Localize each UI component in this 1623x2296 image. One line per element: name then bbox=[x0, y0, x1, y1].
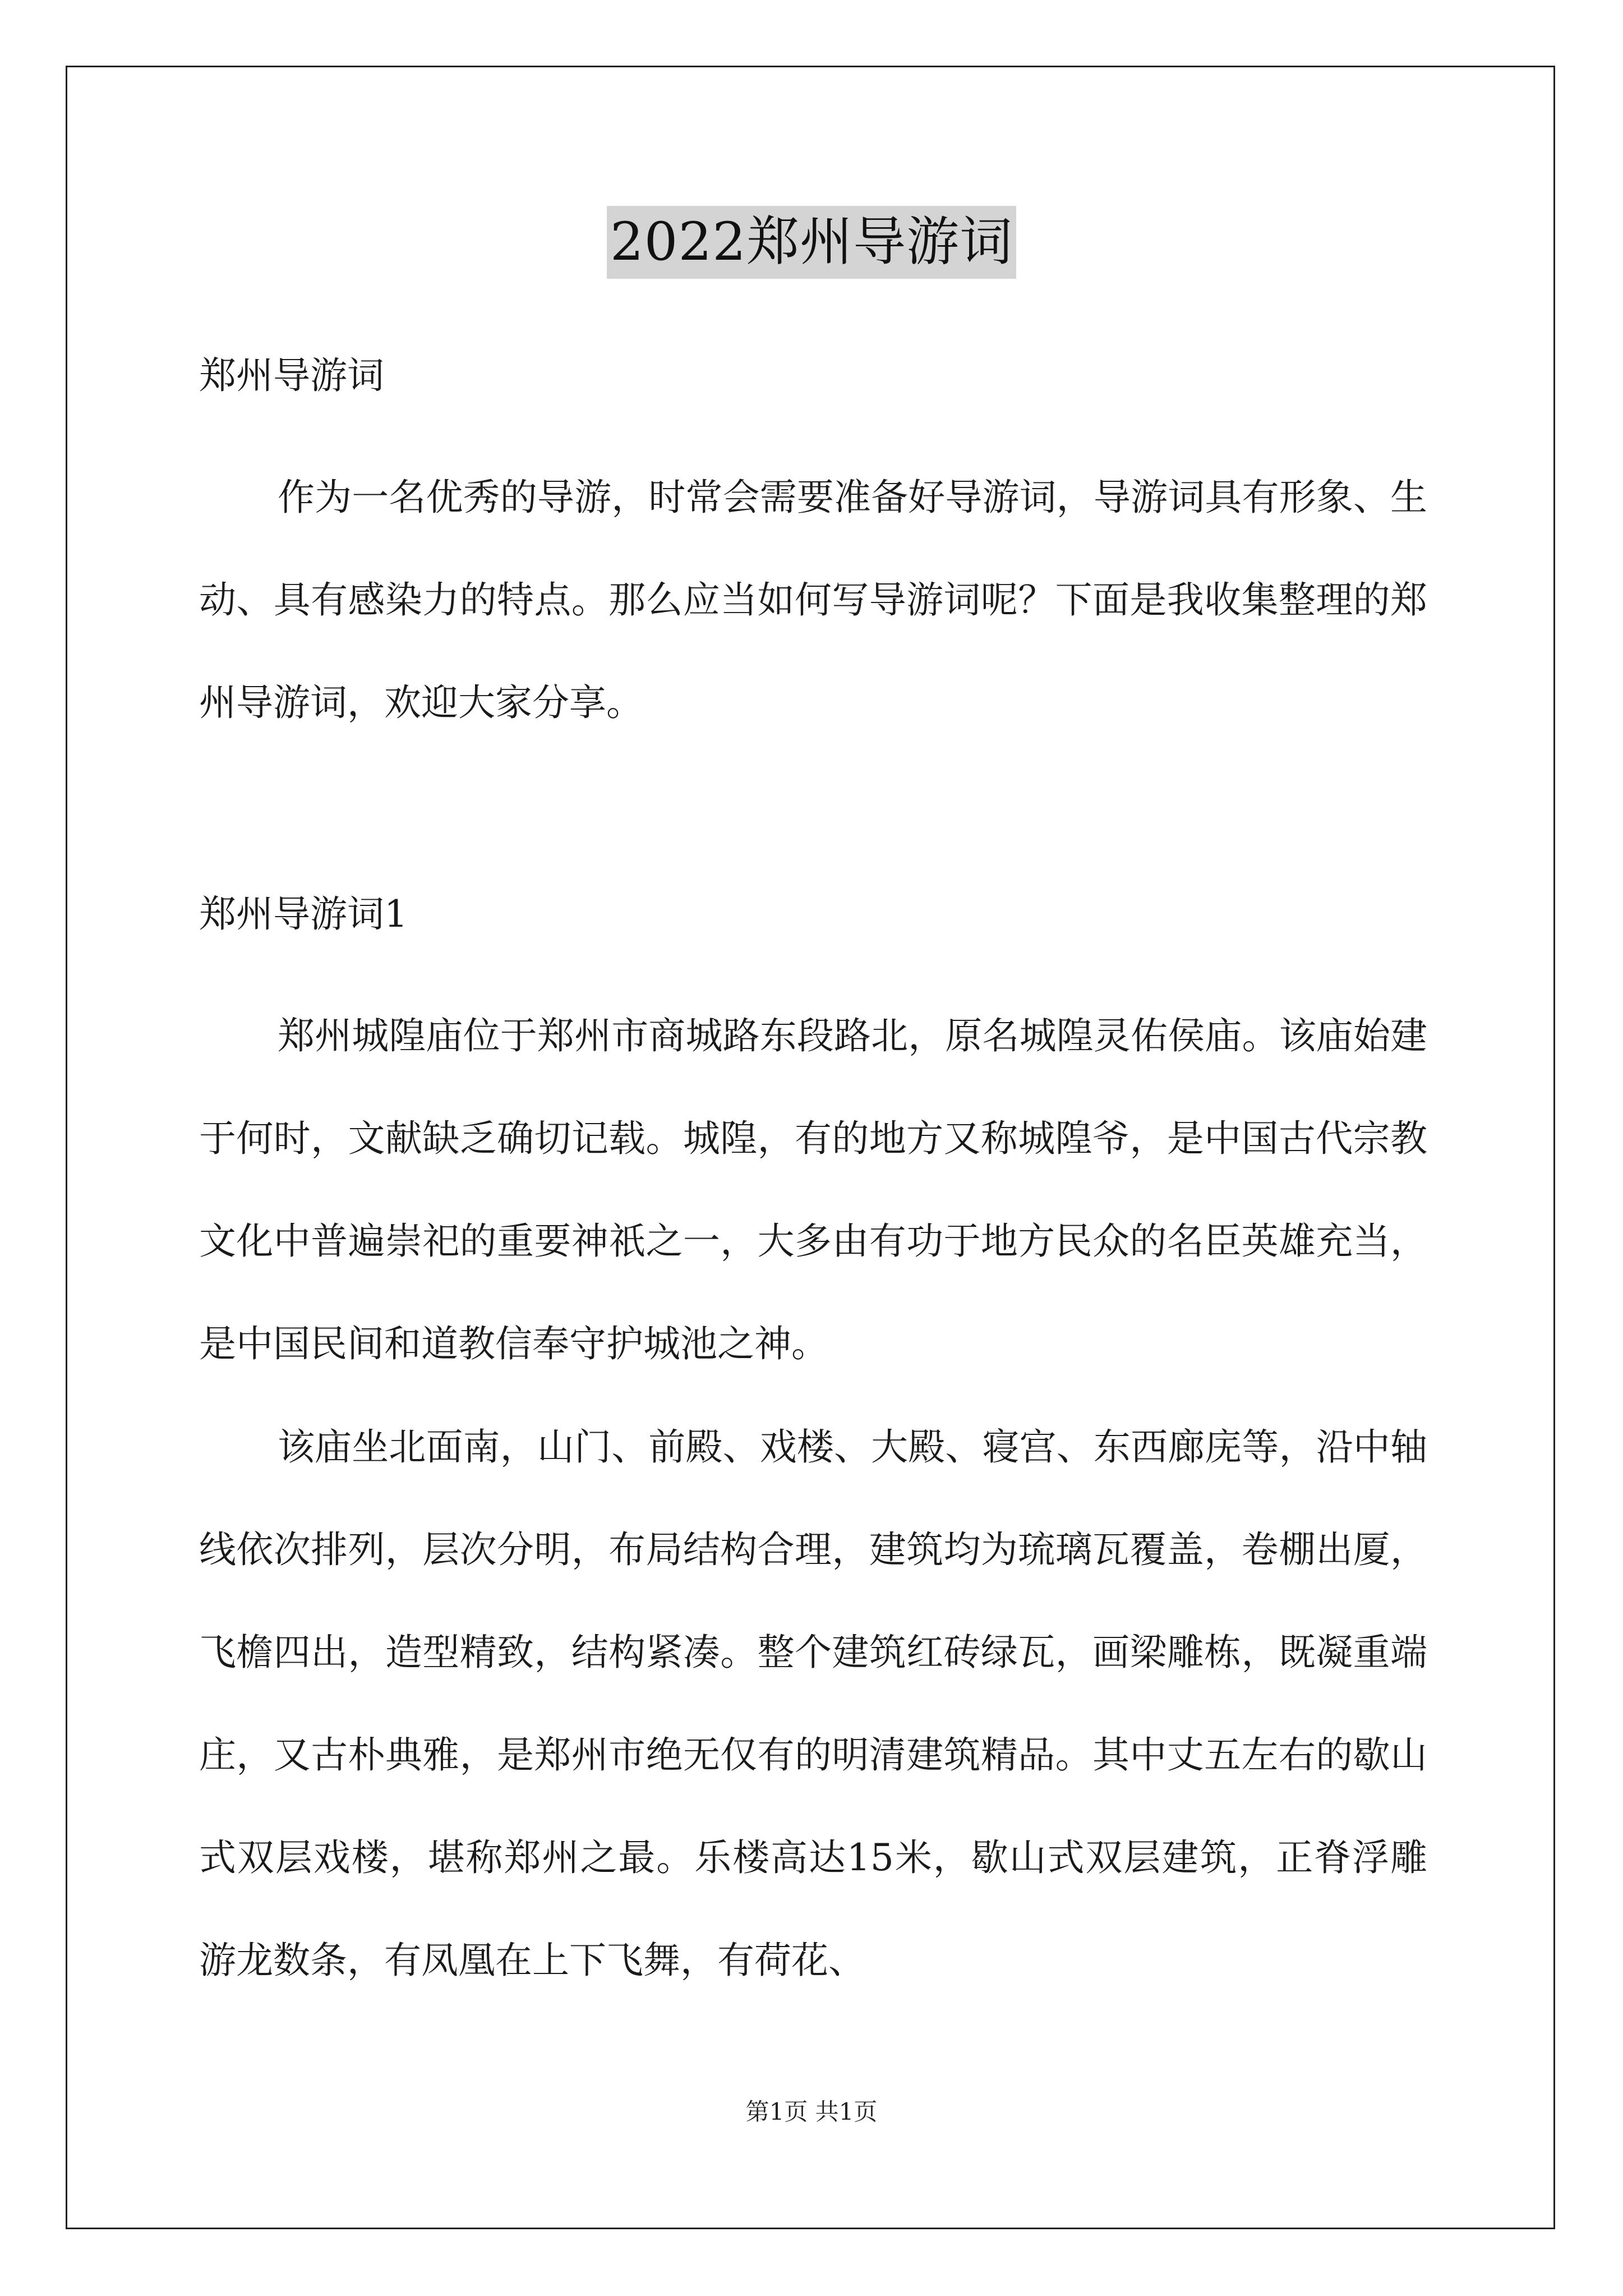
title-container bbox=[0, 206, 1623, 279]
page-footer: 第1页 共1页 bbox=[745, 2098, 878, 2125]
body-paragraph: 郑州城隍庙位于郑州市商城路东段路北，原名城隍灵佑侯庙。该庙始建于何时，文献缺乏确切记载。城隍，有的地方又称城隍爷，是中国古代宗教文化中普遍崇祀的重要神祇之一，大多由有功于地方民众的名臣英雄充当，是中国民间和道教信奉守护城池之神。 bbox=[199, 1014, 1427, 1365]
intro-heading: 郑州导游词 bbox=[199, 354, 384, 397]
document-title: 2022郑州导游词 bbox=[607, 206, 1016, 279]
body-paragraph: 该庙坐北面南，山门、前殿、戏楼、大殿、寝宫、东西廊庑等，沿中轴线依次排列，层次分明，布局结构合理，建筑均为琉璃瓦覆盖，卷棚出厦，飞檐四出，造型精致，结构紧凑。整个建筑红砖绿瓦，画梁雕栋，既凝重端庄，又古朴典雅，是郑州市绝无仅有的明清建筑精品。其中丈五左右的歇山式双层戏楼，堪称郑州之最。乐楼高达15米，歇山式双层建筑，正脊浮雕游龙数条，有凤凰在上下飞舞，有荷花、 bbox=[199, 1425, 1427, 1982]
intro-paragraph: 作为一名优秀的导游，时常会需要准备好导游词，导游词具有形象、生动、具有感染力的特点。那么应当如何写导游词呢？下面是我收集整理的郑州导游词，欢迎大家分享。 bbox=[199, 476, 1427, 724]
section-heading: 郑州导游词1 bbox=[199, 892, 408, 936]
